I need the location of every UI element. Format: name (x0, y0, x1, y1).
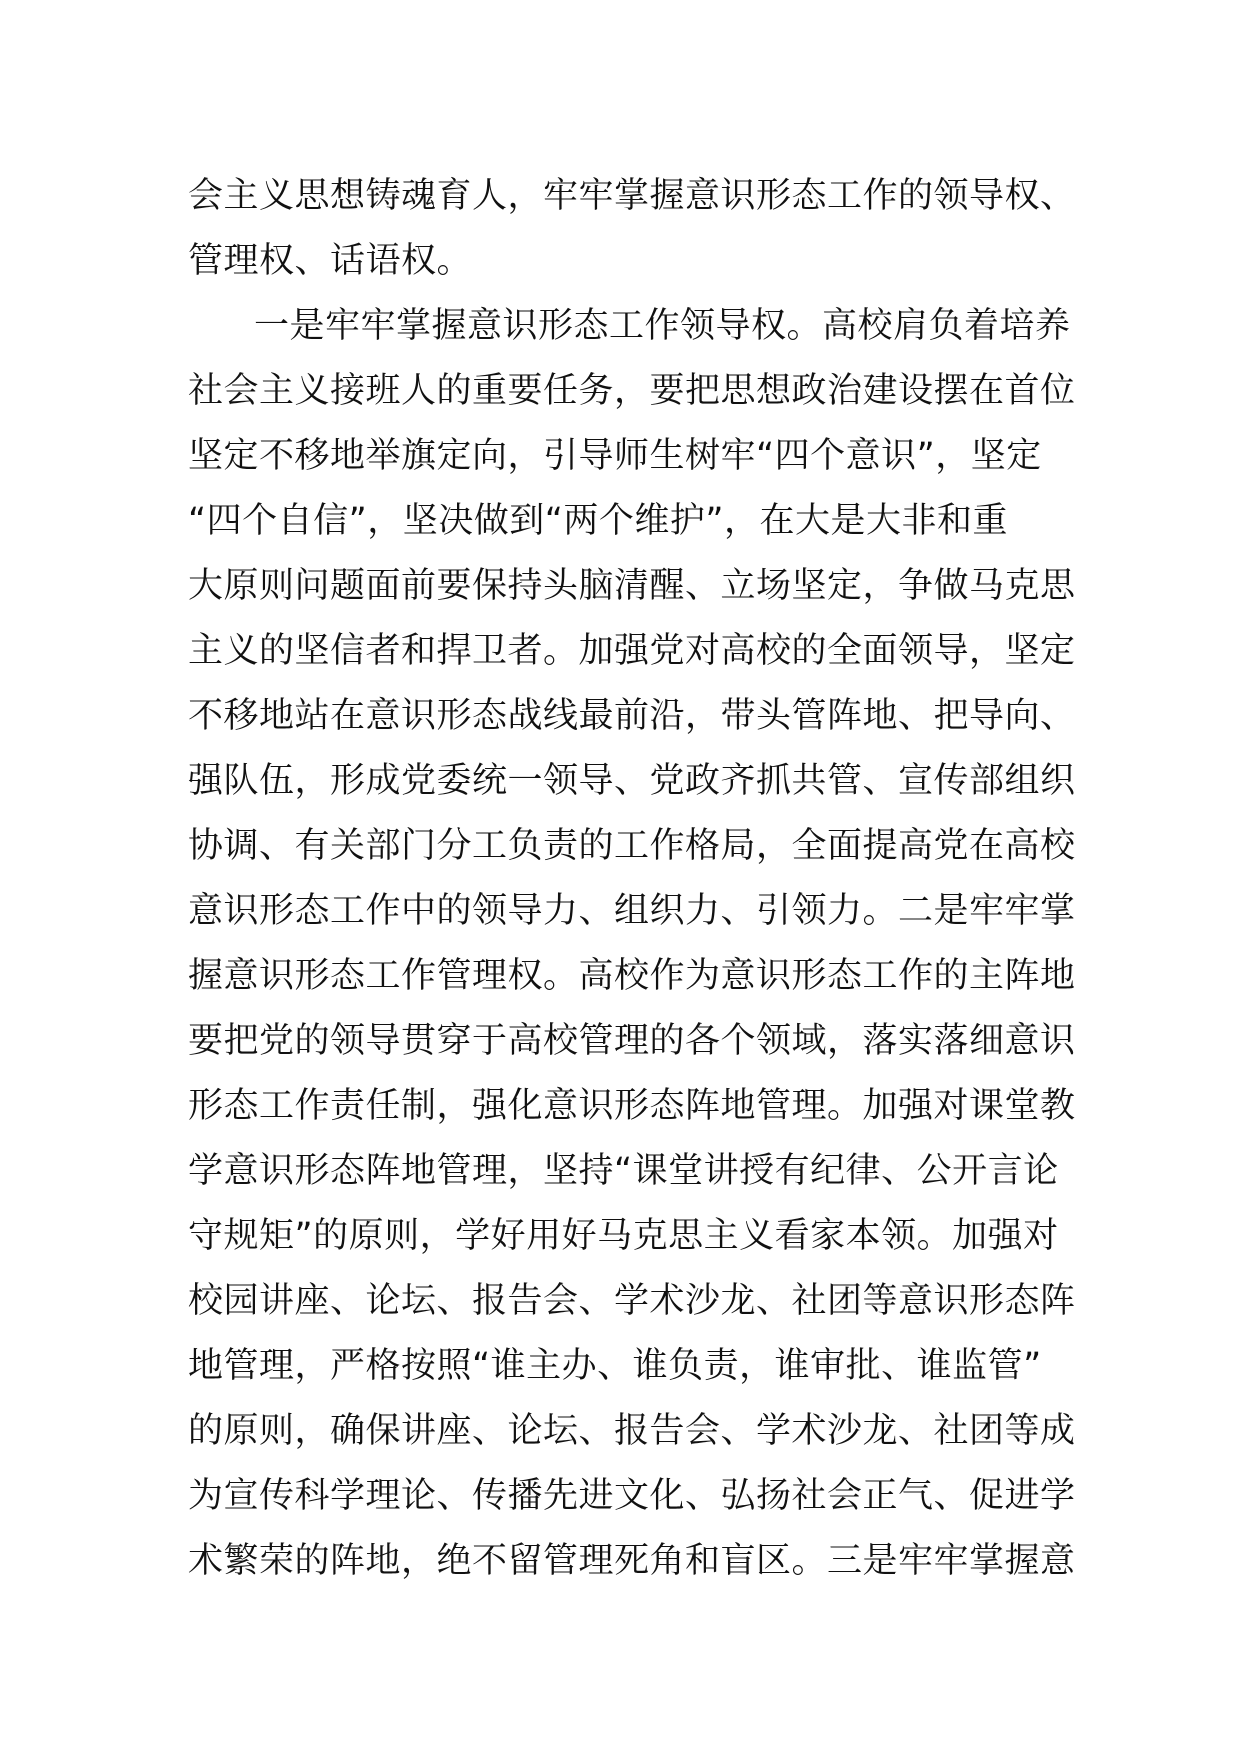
text-line: 要把党的领导贯穿于高校管理的各个领域，落实落细意识 (188, 1021, 1076, 1061)
text-line: 强队伍，形成党委统一领导、党政齐抓共管、宣传部组织 (188, 761, 1076, 801)
text-line: 学意识形态阵地管理，坚持“课堂讲授有纪律、公开言论 (188, 1151, 1059, 1191)
text-line: 不移地站在意识形态战线最前沿，带头管阵地、把导向、 (188, 696, 1076, 736)
text-line: 坚定不移地举旗定向，引导师生树牢“四个意识”，坚定 (188, 436, 1042, 476)
text-line: 握意识形态工作管理权。高校作为意识形态工作的主阵地 (188, 956, 1076, 996)
text-line: 地管理，严格按照“谁主办、谁负责，谁审批、谁监管” (188, 1346, 1042, 1386)
text-line: 的原则，确保讲座、论坛、报告会、学术沙龙、社团等成 (188, 1411, 1076, 1451)
text-line: 协调、有关部门分工负责的工作格局，全面提高党在高校 (188, 826, 1076, 866)
text-line: 会主义思想铸魂育人，牢牢掌握意识形态工作的领导权、 (188, 176, 1076, 216)
text-line: 校园讲座、论坛、报告会、学术沙龙、社团等意识形态阵 (188, 1281, 1076, 1321)
body-text (188, 164, 1076, 1594)
text-line: 大原则问题面前要保持头脑清醒、立场坚定，争做马克思 (188, 566, 1076, 606)
text-line: 管理权、话语权。 (188, 241, 473, 281)
paragraph-first-line: 一是牢牢掌握意识形态工作领导权。高校肩负着培养 (254, 306, 1071, 346)
text-line: 社会主义接班人的重要任务，要把思想政治建设摆在首位 (188, 371, 1076, 411)
text-line: 守规矩”的原则，学好用好马克思主义看家本领。加强对 (188, 1216, 1059, 1256)
text-line: 为宣传科学理论、传播先进文化、弘扬社会正气、促进学 (188, 1476, 1076, 1516)
text-line: “四个自信”，坚决做到“两个维护”，在大是大非和重 (188, 501, 1009, 541)
text-line: 形态工作责任制，强化意识形态阵地管理。加强对课堂教 (188, 1086, 1076, 1126)
text-line: 意识形态工作中的领导力、组织力、引领力。二是牢牢掌 (188, 891, 1076, 931)
text-line: 术繁荣的阵地，绝不留管理死角和盲区。三是牢牢掌握意 (188, 1541, 1076, 1581)
text-line: 主义的坚信者和捍卫者。加强党对高校的全面领导，坚定 (188, 631, 1076, 671)
